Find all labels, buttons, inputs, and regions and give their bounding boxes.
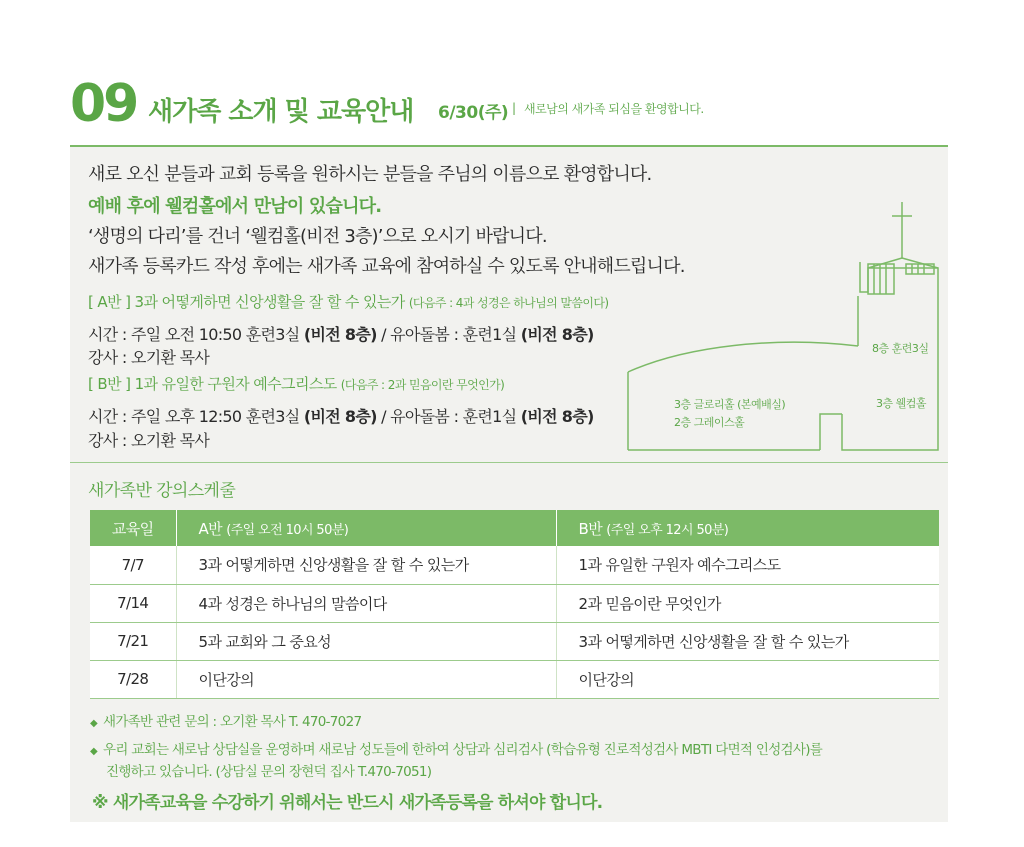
class-b-heading xyxy=(88,373,504,394)
schedule-table xyxy=(90,510,939,699)
class-a-teacher: 강사 : 오기환 목사 xyxy=(88,348,210,367)
registration-notice: ※ 새가족교육을 수강하기 위해서는 반드시 새가족등록을 하셔야 합니다. xyxy=(92,793,603,813)
row-class-b: 3과 어떻게하면 신앙생활을 잘 할 수 있는가 xyxy=(556,622,939,660)
section-title: 새가족 소개 및 교육안내 xyxy=(148,97,414,127)
table-row xyxy=(90,546,939,584)
intro-meeting: 예배 후에 웰컴홀에서 만남이 있습니다. xyxy=(88,196,382,217)
floor8-label: 8층 훈련3실 xyxy=(872,342,929,355)
table-row xyxy=(90,660,939,698)
class-a-time-text: 시간 : 주일 오전 10:50 훈련3실 xyxy=(88,325,304,344)
class-a-care-text: / 유아돌봄 : 훈련1실 xyxy=(376,325,521,344)
section-header xyxy=(70,76,950,140)
intro-registration: 새가족 등록카드 작성 후에는 새가족 교육에 참여하실 수 있도록 안내해드립니다. xyxy=(88,256,685,277)
header-separator: | xyxy=(512,101,517,115)
row-date: 7/21 xyxy=(90,622,176,660)
note-counseling-text: 우리 교회는 새로남 상담실을 운영하며 새로남 성도들에 한하여 상담과 심리검사 (학습유형 진로적성검사 MBTI 다면적 인성검사)를 xyxy=(103,742,823,758)
class-b-time xyxy=(88,404,594,427)
table-row xyxy=(90,584,939,622)
schedule-header-a-time: (주일 오전 10시 50분) xyxy=(226,522,349,538)
row-class-a: 3과 어떻게하면 신앙생활을 잘 할 수 있는가 xyxy=(176,546,556,584)
class-a-time xyxy=(88,322,594,345)
section-subtitle: 새로남의 새가족 되심을 환영합니다. xyxy=(524,102,704,116)
class-b-next: (다음주 : 2과 믿음이란 무엇인가) xyxy=(340,378,505,392)
schedule-title: 새가족반 강의스케줄 xyxy=(88,481,236,501)
row-date: 7/7 xyxy=(90,546,176,584)
class-b-care-place: (비전 8층) xyxy=(520,407,594,426)
row-class-a: 4과 성경은 하나님의 말씀이다 xyxy=(176,584,556,622)
class-b-care-text: / 유아돌봄 : 훈련1실 xyxy=(376,407,521,426)
row-class-b: 이단강의 xyxy=(556,660,939,698)
section-number: 09 xyxy=(70,74,137,134)
row-class-b: 2과 믿음이란 무엇인가 xyxy=(556,584,939,622)
diamond-bullet-icon: ◆ xyxy=(90,718,97,729)
section-date: 6/30(주) xyxy=(438,103,509,123)
note-counseling xyxy=(90,738,822,758)
class-b-time-text: 시간 : 주일 오후 12:50 훈련3실 xyxy=(88,407,304,426)
note-inquiry xyxy=(90,710,361,730)
class-a-title: [ A반 ] 3과 어떻게하면 신앙생활을 잘 할 수 있는가 xyxy=(88,293,405,311)
floor2-grace-label: 2층 그레이스홀 xyxy=(674,416,745,429)
schedule-header-b-time: (주일 오후 12시 50분) xyxy=(606,522,729,538)
schedule-header-b xyxy=(556,510,939,546)
class-a-time-place: (비전 8층) xyxy=(303,325,377,344)
table-row xyxy=(90,622,939,660)
class-a-heading xyxy=(88,291,608,312)
diamond-bullet-icon: ◆ xyxy=(90,746,97,757)
floor3-glory-label: 3층 글로리홀 (본예배실) xyxy=(674,398,786,411)
class-a-next: (다음주 : 4과 성경은 하나님의 말씀이다) xyxy=(408,296,609,310)
church-building-diagram xyxy=(626,196,942,452)
class-a-care-place: (비전 8층) xyxy=(520,325,594,344)
note-inquiry-text: 새가족반 관련 문의 : 오기환 목사 T. 470-7027 xyxy=(103,714,362,730)
intro-welcome: 새로 오신 분들과 교회 등록을 원하시는 분들을 주님의 이름으로 환영합니다. xyxy=(88,164,652,185)
row-class-b: 1과 유일한 구원자 예수그리스도 xyxy=(556,546,939,584)
row-class-a: 5과 교회와 그 중요성 xyxy=(176,622,556,660)
section-divider xyxy=(70,462,948,463)
intro-directions: ‘생명의 다리’를 건너 ‘웰컴홀(비전 3층)’으로 오시기 바랍니다. xyxy=(88,226,547,247)
class-b-title: [ B반 ] 1과 유일한 구원자 예수그리스도 xyxy=(88,375,337,393)
schedule-header-b-label: B반 xyxy=(578,519,603,538)
schedule-header-a-label: A반 xyxy=(198,519,223,538)
schedule-header-date: 교육일 xyxy=(90,510,176,546)
row-date: 7/14 xyxy=(90,584,176,622)
class-b-time-place: (비전 8층) xyxy=(303,407,377,426)
note-counseling-cont: 진행하고 있습니다. (상담실 문의 장현덕 집사 T.470-7051) xyxy=(106,764,432,780)
floor3-welcome-label: 3층 웰컴홀 xyxy=(876,397,926,410)
row-date: 7/28 xyxy=(90,660,176,698)
row-class-a: 이단강의 xyxy=(176,660,556,698)
schedule-header-row xyxy=(90,510,939,546)
schedule-header-a xyxy=(176,510,556,546)
class-b-teacher: 강사 : 오기환 목사 xyxy=(88,431,210,450)
